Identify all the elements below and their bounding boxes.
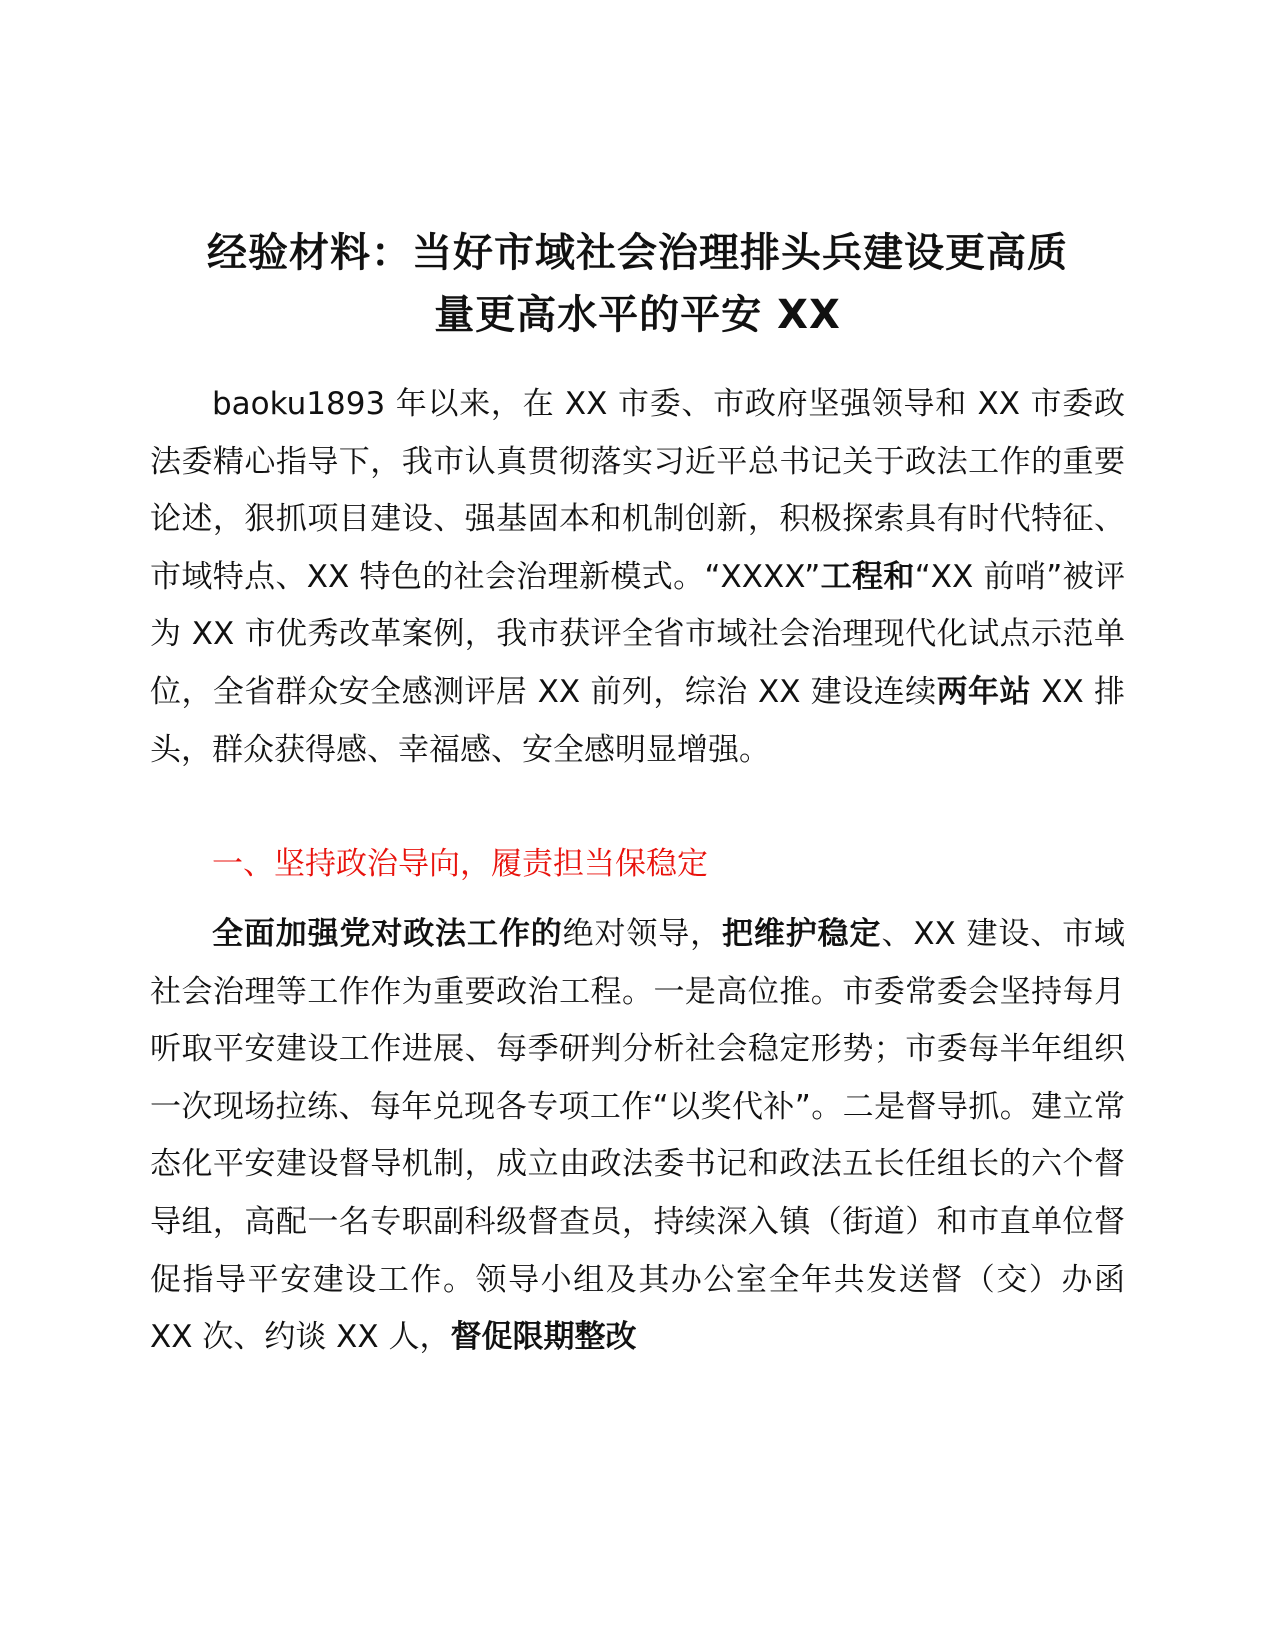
intro-text-1: baoku1893 年以来，在 XX 市委、市政府坚强领导和 XX 市委政法委精心指导下，我市认真贯彻落实习近平总书记关于政法工作的重要论述，狠抓项目建设、强基固本和机制创新，积极探索具有时代特征、市域特点、XX 特色的社会治理新模式。“XXXX” bbox=[150, 386, 1125, 595]
section-1-text-4: 、XX 建设、市域社会治理等工作作为重要政治工程。一是高位推。市委常委会坚持每月听取平安建设工作进展、每季研判分析社会稳定形势；市委每半年组织一次现场拉练、每年兑现各专项工作“以奖代补”。二是督导抓。建立常态化平安建设督导机制，成立由政法委书记和政法五长任组长的六个督导组，高配一名专职副科级督查员，持续深入镇（街道）和市直单位督促指导平安建设工作。领导小组及其办公室全年共发送督（交）办函 XX 次、约谈 XX 人， bbox=[150, 916, 1126, 1356]
title-line-2: 量更高水平的平安 XX bbox=[434, 292, 841, 338]
intro-text-2: 工程和 bbox=[820, 558, 915, 595]
section-1-text-3: 把维护稳定 bbox=[722, 916, 882, 952]
section-heading-1: 一、坚持政治导向，履责担当保稳定 bbox=[212, 846, 708, 882]
section-1-text-5: 督促限期整改 bbox=[450, 1319, 637, 1356]
intro-text-4: 两年站 bbox=[936, 673, 1031, 710]
intro-text-3: “XX 前哨”被评为 XX 市优秀改革案例，我市获评全省市域社会治理现代化试点示范单位，全省群众安全感测评居 XX 前列，综治 XX 建设连续 bbox=[150, 558, 1126, 710]
section-1-text-2: 绝对领导， bbox=[562, 916, 723, 952]
document-title bbox=[150, 222, 1125, 346]
title-line-1: 经验材料：当好市域社会治理排头兵建设更高质 bbox=[207, 230, 1068, 276]
intro-paragraph bbox=[150, 376, 1125, 779]
intro-text-5: XX 排头，群众获得感、幸福感、安全感明显增强。 bbox=[150, 673, 1125, 768]
section-1-paragraph bbox=[150, 906, 1125, 1367]
section-1-text-1: 全面加强党对政法工作的 bbox=[212, 916, 563, 952]
